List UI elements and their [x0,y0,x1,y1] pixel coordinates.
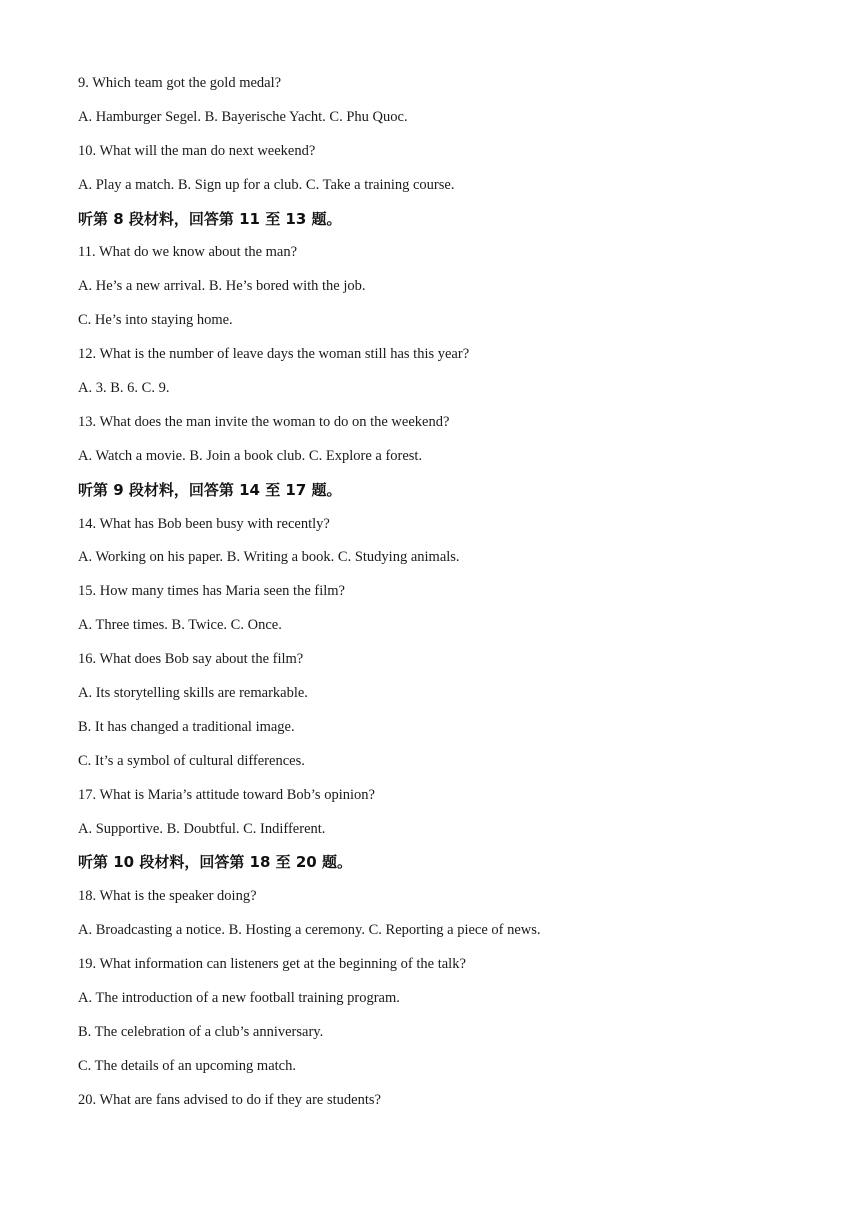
answer-options: A. Watch a movie. B. Join a book club. C. Explore a forest. [78,447,423,464]
answer-options: A. Broadcasting a notice. B. Hosting a ceremony. C. Reporting a piece of news. [78,922,541,939]
question-text: 10. What will the man do next weekend? [78,142,316,159]
section-heading: 听第 8 段材料，回答第 11 至 13 题。 [78,209,342,228]
question-text: 12. What is the number of leave days the woman still has this year? [78,346,470,363]
answer-options: A. Three times. B. Twice. C. Once. [78,617,282,634]
answer-options: A. Its storytelling skills are remarkable. [78,685,308,702]
question-text: 9. Which team got the gold medal? [78,75,282,91]
question-text: 13. What does the man invite the woman to do on the weekend? [78,413,450,430]
answer-options: A. 3. B. 6. C. 9. [78,380,170,397]
answer-options: B. The celebration of a club’s anniversary. [78,1023,324,1040]
answer-options: C. It’s a symbol of cultural differences. [78,752,305,769]
answer-options: A. Supportive. B. Doubtful. C. Indifferent. [78,820,326,837]
question-text: 14. What has Bob been busy with recently? [78,515,330,532]
answer-options: C. The details of an upcoming match. [78,1057,296,1074]
question-text: 16. What does Bob say about the film? [78,651,304,668]
question-text: 20. What are fans advised to do if they are students? [78,1091,381,1108]
answer-options: A. He’s a new arrival. B. He’s bored with the job. [78,278,366,295]
question-text: 17. What is Maria’s attitude toward Bob’s opinion? [78,786,375,803]
section-heading: 听第 9 段材料，回答第 14 至 17 题。 [78,480,342,499]
answer-options: C. He’s into staying home. [78,312,233,329]
answer-options: A. Working on his paper. B. Writing a book. C. Studying animals. [78,549,460,566]
question-text: 18. What is the speaker doing? [78,888,257,905]
answer-options: A. Play a match. B. Sign up for a club. C. Take a training course. [78,176,455,193]
answer-options: A. The introduction of a new football training program. [78,990,400,1007]
question-text: 15. How many times has Maria seen the film? [78,583,345,600]
question-text: 11. What do we know about the man? [78,244,298,261]
answer-options: B. It has changed a traditional image. [78,718,295,735]
question-text: 19. What information can listeners get at the beginning of the talk? [78,956,466,973]
section-heading: 听第 10 段材料，回答第 18 至 20 题。 [78,853,352,872]
document-body [78,73,798,1124]
answer-options: A. Hamburger Segel. B. Bayerische Yacht. C. Phu Quoc. [78,108,408,125]
